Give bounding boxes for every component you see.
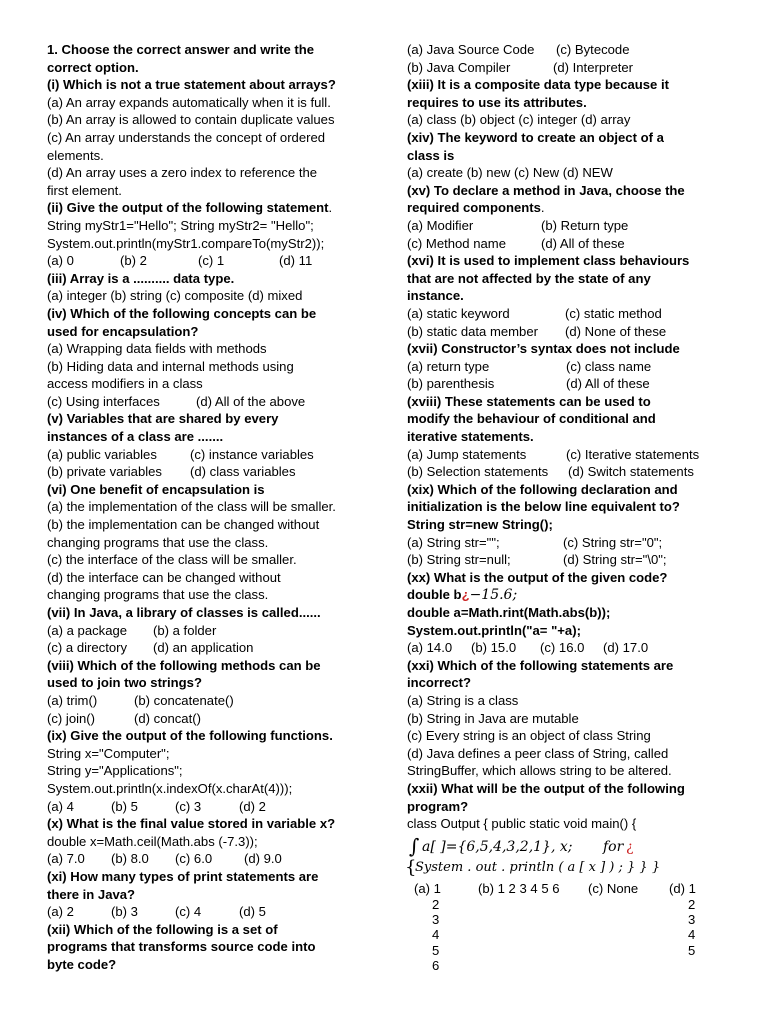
text-line: (c) An array understands the concept of ordered	[47, 129, 326, 145]
option-row	[407, 305, 725, 323]
option: (c) class name	[566, 358, 652, 374]
option-row	[47, 850, 387, 868]
xxii-option-value: 5	[688, 942, 696, 958]
bold-text: (xvi) It is used to implement class behaviours	[407, 253, 690, 269]
bold-text: used to join two strings?	[47, 675, 202, 691]
option-row	[47, 393, 387, 411]
question-text	[407, 481, 725, 499]
text-line: first element.	[47, 182, 122, 198]
option: (a) 4	[47, 798, 74, 814]
question-text	[407, 498, 725, 516]
question-text	[407, 674, 725, 692]
text-line: (b) Hiding data and internal methods using	[47, 358, 294, 374]
bold-text: programs that transforms source code into	[47, 939, 316, 955]
question-text	[47, 727, 387, 745]
xxii-option-value: 2	[432, 897, 440, 912]
question-text	[47, 604, 387, 622]
option-row	[407, 551, 725, 569]
option: (a) 0	[47, 253, 74, 269]
text-line: String myStr1="Hello"; String myStr2= "Hello";	[47, 217, 314, 233]
text-line: System.out.println(x.indexOf(x.charAt(4)));	[47, 780, 293, 796]
bold-text: (ix) Give the output of the following functions.	[47, 728, 333, 744]
question-text	[47, 815, 387, 833]
option: (c) Iterative statements	[566, 446, 700, 462]
bold-text: there in Java?	[47, 886, 136, 902]
right-column	[407, 41, 725, 833]
bold-text: byte code?	[47, 956, 117, 972]
option: (c) 3	[175, 798, 202, 814]
option: (a) Jump statements	[407, 446, 527, 462]
option: (c) a directory	[47, 640, 128, 656]
text-line: elements.	[47, 147, 104, 163]
option-row	[407, 534, 725, 552]
bold-text: initialization is the below line equivalent to?	[407, 499, 680, 515]
option-row	[407, 41, 725, 59]
option: (c) static method	[565, 305, 662, 321]
option: (d) 11	[279, 253, 313, 269]
question-text	[47, 305, 387, 323]
text-line: (a) create (b) new (c) New (d) NEW	[407, 165, 613, 181]
option: (b) parenthesis	[407, 376, 495, 392]
unknown-glyph: ¿	[626, 839, 634, 855]
bold-text: modify the behaviour of conditional and	[407, 411, 656, 427]
option-row	[407, 639, 725, 657]
punctuation: .	[328, 200, 333, 216]
option: (d) All of the above	[196, 393, 306, 409]
option-row	[47, 903, 387, 921]
bold-text: (xvii) Constructor’s syntax does not include	[407, 341, 680, 357]
question-text	[47, 76, 387, 94]
bold-text: (ii) Give the output of the following statement	[47, 200, 329, 216]
bold-text: (x) What is the final value stored in variable x?	[47, 816, 336, 832]
bold-text: (xx) What is the output of the given code?	[407, 569, 668, 585]
bold-text: System.out.println("a= "+a);	[407, 622, 581, 638]
text-line: (a) the implementation of the class will be smaller.	[47, 499, 336, 515]
option: (d) 17.0	[603, 640, 649, 656]
xxii-option-label: (a) 1	[414, 881, 441, 896]
xxii-option-value: 6	[432, 957, 440, 973]
question-text	[407, 340, 725, 358]
option: (d) 5	[239, 904, 266, 920]
text-line: String x="Computer";	[47, 745, 170, 761]
question-text	[407, 410, 725, 428]
left-column	[47, 41, 387, 973]
xxii-option-label: (b) 1 2 3 4 5 6	[478, 881, 560, 896]
option: (a) 7.0	[47, 851, 85, 867]
question-text	[407, 147, 725, 165]
xxii-code-line-1	[409, 836, 729, 858]
question-text	[407, 798, 725, 816]
text-line: double x=Math.ceil(Math.abs (-7.3));	[47, 833, 258, 849]
bold-text: correct option.	[47, 59, 139, 75]
math-expression: −15.6;	[469, 587, 518, 604]
option: (b) private variables	[47, 464, 162, 480]
question-text	[407, 199, 725, 217]
question-text	[407, 569, 725, 587]
question-text	[47, 886, 387, 904]
bold-text: String str=new String();	[407, 517, 553, 533]
option: (d) concat()	[134, 710, 201, 726]
text-line: String y="Applications";	[47, 763, 183, 779]
question-text	[407, 252, 725, 270]
question-text	[47, 41, 387, 59]
option: (c) 16.0	[540, 640, 585, 656]
option-row	[47, 798, 387, 816]
text-line: System.out.println(myStr1.compareTo(myStr2));	[47, 235, 325, 251]
text-line: (a) integer (b) string (c) composite (d) mixed	[47, 288, 303, 304]
unknown-glyph: ¿	[461, 587, 470, 603]
bold-text: (vii) In Java, a library of classes is called......	[47, 605, 321, 620]
option: (d) All of these	[566, 376, 650, 392]
question-text	[47, 199, 387, 217]
text-line: (a) class (b) object (c) integer (d) array	[407, 112, 631, 128]
option: (a) Modifier	[407, 217, 474, 233]
question-text	[47, 59, 387, 77]
question-text	[407, 182, 725, 200]
option: (d) an application	[153, 640, 254, 656]
text-line: (b) An array is allowed to contain duplicate values	[47, 112, 335, 128]
xxii-option-value: 3	[688, 912, 696, 928]
question-text	[47, 270, 387, 288]
bold-text: (xiii) It is a composite data type because it	[407, 77, 669, 93]
option: (d) All of these	[541, 235, 625, 251]
question-text	[47, 323, 387, 341]
text-line: class Output { public static void main() {	[407, 816, 637, 832]
bold-text: (xiv) The keyword to create an object of a	[407, 129, 664, 145]
question-text	[47, 657, 387, 675]
text-line: changing programs that use the class.	[47, 534, 269, 550]
option: (d) class variables	[190, 464, 296, 480]
question-text	[407, 604, 725, 622]
option: (b) 15.0	[471, 640, 517, 656]
option-row	[407, 323, 725, 341]
option-row	[407, 463, 725, 481]
text-line: (b) String in Java are mutable	[407, 710, 579, 726]
xxii-code-line-2	[405, 858, 725, 880]
text-line: (c) Every string is an object of class String	[407, 728, 651, 744]
option: (d) 9.0	[244, 851, 282, 867]
xxii-option-value: 4	[432, 927, 440, 943]
option: (c) 1	[198, 253, 225, 269]
option: (b) 2	[120, 253, 147, 269]
question-text	[407, 622, 725, 640]
option: (d) String str="\0";	[563, 552, 667, 568]
bold-text: (xv) To declare a method in Java, choose the	[407, 182, 685, 198]
text-line: (c) the interface of the class will be smaller.	[47, 552, 297, 568]
option: (b) concatenate()	[134, 692, 234, 708]
text-line: access modifiers in a class	[47, 376, 203, 392]
option: (a) static keyword	[407, 305, 510, 321]
option-row	[47, 622, 387, 640]
question-text	[407, 270, 725, 288]
option-row	[407, 358, 725, 376]
text-line: (d) An array uses a zero index to reference the	[47, 165, 318, 181]
text-line: StringBuffer, which allows string to be altered.	[407, 763, 672, 779]
question-text	[407, 657, 725, 675]
option: (b) 8.0	[111, 851, 149, 867]
bold-text: (iv) Which of the following concepts can be	[47, 305, 317, 321]
option: (b) static data member	[407, 323, 538, 339]
option-row	[407, 217, 725, 235]
option: (a) String str="";	[407, 534, 500, 550]
option: (b) a folder	[153, 622, 217, 638]
bold-text: (iii) Array is a .......... data type.	[47, 270, 235, 286]
text-line: (a) An array expands automatically when it is full.	[47, 94, 331, 110]
xxii-option-value: 2	[688, 897, 696, 912]
question-text	[407, 129, 725, 147]
bold-text: required components	[407, 200, 541, 216]
for-keyword: for	[603, 839, 624, 855]
question-text	[407, 780, 725, 798]
question-text	[47, 921, 387, 939]
option: (b) 5	[111, 798, 138, 814]
question-text	[47, 868, 387, 886]
bold-text: (xii) Which of the following is a set of	[47, 921, 278, 937]
open-brace: {	[405, 857, 417, 878]
question-text	[47, 674, 387, 692]
question-text	[47, 938, 387, 956]
option-row	[47, 710, 387, 728]
option: (b) String str=null;	[407, 552, 511, 568]
option-row	[47, 252, 387, 270]
code-text: double b	[407, 587, 462, 603]
option-row	[47, 446, 387, 464]
xxii-option-value: 5	[432, 942, 440, 958]
xxii-option-value: 4	[688, 927, 696, 943]
bold-text: class is	[407, 147, 455, 163]
bold-text: (vi) One benefit of encapsulation is	[47, 481, 265, 497]
text-line: (b) the implementation can be changed without	[47, 517, 320, 533]
option: (c) join()	[47, 710, 96, 726]
bold-text: (xxii) What will be the output of the following	[407, 780, 685, 796]
text-line: (d) the interface can be changed without	[47, 569, 281, 585]
bold-text: (xix) Which of the following declaration and	[407, 481, 678, 497]
text-line: (a) String is a class	[407, 692, 519, 708]
bold-text: (xviii) These statements can be used to	[407, 393, 651, 409]
bold-text: instance.	[407, 288, 464, 304]
option: (c) instance variables	[190, 446, 314, 462]
question-text	[47, 956, 387, 974]
option: (b) Selection statements	[407, 464, 549, 480]
bold-text: that are not affected by the state of any	[407, 270, 651, 286]
option: (d) None of these	[565, 323, 667, 339]
option: (a) return type	[407, 358, 490, 374]
option: (a) public variables	[47, 446, 157, 462]
option-row	[47, 639, 387, 657]
option: (d) Switch statements	[568, 464, 694, 480]
question-text	[407, 76, 725, 94]
option: (c) 4	[175, 904, 202, 920]
option: (c) Method name	[407, 235, 506, 251]
xxii-option-label: (d) 1	[669, 881, 696, 896]
xx-code-line	[407, 586, 725, 604]
option: (a) a package	[47, 622, 128, 638]
bold-text: (xxi) Which of the following statements are	[407, 657, 674, 673]
bold-text: (xi) How many types of print statements are	[47, 868, 319, 884]
bold-text: double a=Math.rint(Math.abs(b));	[407, 605, 611, 620]
punctuation: .	[540, 200, 545, 216]
option: (c) Bytecode	[556, 42, 630, 57]
option-row	[47, 692, 387, 710]
option-row	[47, 463, 387, 481]
text-line: (a) Wrapping data fields with methods	[47, 341, 267, 357]
question-text	[47, 428, 387, 446]
bold-text: (v) Variables that are shared by every	[47, 411, 279, 427]
bold-text: iterative statements.	[407, 429, 534, 445]
option-row	[407, 235, 725, 253]
question-text	[407, 393, 725, 411]
option: (c) String str="0";	[563, 534, 663, 550]
option-row	[407, 375, 725, 393]
question-text	[407, 428, 725, 446]
option: (a) 2	[47, 904, 74, 920]
bold-text: requires to use its attributes.	[407, 94, 587, 110]
bold-text: (viii) Which of the following methods can be	[47, 657, 321, 673]
question-text	[47, 410, 387, 428]
bold-text: 1. Choose the correct answer and write the	[47, 42, 315, 57]
text-line: (d) Java defines a peer class of String, called	[407, 745, 669, 761]
option: (b) Java Compiler	[407, 59, 511, 75]
bold-text: instances of a class are .......	[47, 429, 224, 445]
option: (a) Java Source Code	[407, 42, 535, 57]
bold-text: used for encapsulation?	[47, 323, 199, 339]
option: (b) Return type	[541, 217, 629, 233]
option-row	[407, 59, 725, 77]
option: (b) 3	[111, 904, 138, 920]
bold-text: program?	[407, 798, 469, 814]
bold-text: incorrect?	[407, 675, 472, 691]
question-text	[407, 94, 725, 112]
option: (a) trim()	[47, 692, 98, 708]
xxii-option-value: 3	[432, 912, 440, 928]
option: (a) 14.0	[407, 640, 453, 656]
print-statement: System . out . println ( a [ x ] ) ; } } }	[415, 860, 661, 875]
option: (c) 6.0	[175, 851, 213, 867]
option: (c) Using interfaces	[47, 393, 160, 409]
integral-symbol: ∫	[409, 834, 420, 858]
xxii-option-label: (c) None	[588, 881, 639, 896]
question-text	[407, 516, 725, 534]
text-line: changing programs that use the class.	[47, 587, 269, 603]
bold-text: (i) Which is not a true statement about arrays?	[47, 77, 336, 93]
question-text	[47, 481, 387, 499]
option-row	[407, 446, 725, 464]
option: (d) 2	[239, 798, 266, 814]
question-text	[407, 287, 725, 305]
array-declaration: a[ ]={6,5,4,3,2,1}, x;	[422, 839, 573, 855]
option: (d) Interpreter	[553, 59, 634, 75]
